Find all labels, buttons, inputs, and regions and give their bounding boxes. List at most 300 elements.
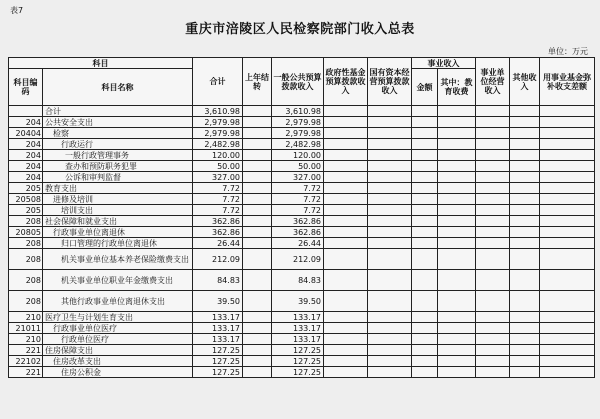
state-capital-header: 国有资本经营预算拨款收入	[368, 58, 412, 106]
empty-cell	[412, 183, 438, 194]
empty-cell	[412, 205, 438, 216]
general-budget-cell: 127.25	[272, 367, 324, 378]
business-fund-header: 用事业基金弥补收支差额	[540, 58, 595, 106]
total-cell: 3,610.98	[193, 106, 243, 117]
general-budget-cell: 50.00	[272, 161, 324, 172]
page-tag: 表7	[10, 6, 24, 15]
table-body	[9, 106, 595, 378]
empty-cell	[368, 128, 412, 139]
empty-cell	[324, 106, 368, 117]
carryover-cell	[243, 238, 272, 249]
general-budget-cell: 7.72	[272, 205, 324, 216]
table-row	[9, 227, 595, 238]
business-income-header: 事业收入	[412, 58, 476, 69]
name-cell: 社会保障和就业支出	[43, 216, 193, 227]
table-row	[9, 345, 595, 356]
code-cell: 205	[9, 183, 43, 194]
empty-cell	[438, 249, 476, 270]
general-budget-cell: 127.25	[272, 356, 324, 367]
code-cell: 208	[9, 216, 43, 227]
carryover-cell	[243, 312, 272, 323]
empty-cell	[540, 161, 595, 172]
general-budget-cell: 7.72	[272, 183, 324, 194]
name-cell: 行政单位医疗	[43, 334, 193, 345]
empty-cell	[412, 291, 438, 312]
general-budget-cell: 362.86	[272, 216, 324, 227]
empty-cell	[540, 334, 595, 345]
amount-header: 金额	[412, 69, 438, 106]
carryover-cell	[243, 205, 272, 216]
carryover-cell	[243, 128, 272, 139]
empty-cell	[438, 291, 476, 312]
empty-cell	[510, 323, 540, 334]
empty-cell	[368, 216, 412, 227]
empty-cell	[510, 117, 540, 128]
empty-cell	[540, 128, 595, 139]
general-budget-cell: 2,482.98	[272, 139, 324, 150]
empty-cell	[510, 312, 540, 323]
table-row	[9, 238, 595, 249]
name-cell: 行政运行	[43, 139, 193, 150]
empty-cell	[476, 139, 510, 150]
name-cell: 进修及培训	[43, 194, 193, 205]
empty-cell	[510, 227, 540, 238]
name-cell: 一般行政管理事务	[43, 150, 193, 161]
name-cell: 行政事业单位医疗	[43, 323, 193, 334]
empty-cell	[412, 161, 438, 172]
empty-cell	[324, 367, 368, 378]
carryover-cell	[243, 345, 272, 356]
table-row	[9, 312, 595, 323]
general-budget-cell: 84.83	[272, 270, 324, 291]
carryover-cell	[243, 291, 272, 312]
empty-cell	[324, 227, 368, 238]
total-cell: 7.72	[193, 205, 243, 216]
empty-cell	[438, 356, 476, 367]
code-cell: 20805	[9, 227, 43, 238]
general-budget-cell: 120.00	[272, 150, 324, 161]
empty-cell	[368, 117, 412, 128]
general-budget-cell: 2,979.98	[272, 117, 324, 128]
empty-cell	[476, 172, 510, 183]
table-row	[9, 128, 595, 139]
empty-cell	[510, 106, 540, 117]
empty-cell	[510, 270, 540, 291]
empty-cell	[412, 356, 438, 367]
name-cell: 检察	[43, 128, 193, 139]
empty-cell	[476, 238, 510, 249]
name-cell: 住房保障支出	[43, 345, 193, 356]
total-cell: 133.17	[193, 334, 243, 345]
code-cell	[9, 106, 43, 117]
empty-cell	[438, 106, 476, 117]
table-row	[9, 216, 595, 227]
table-row	[9, 150, 595, 161]
table-row	[9, 205, 595, 216]
code-header: 科目编码	[9, 69, 43, 106]
total-cell: 7.72	[193, 183, 243, 194]
empty-cell	[412, 249, 438, 270]
empty-cell	[412, 270, 438, 291]
carryover-cell	[243, 150, 272, 161]
other-income-header: 其他收入	[510, 58, 540, 106]
empty-cell	[438, 150, 476, 161]
empty-cell	[412, 367, 438, 378]
empty-cell	[438, 227, 476, 238]
table-row	[9, 172, 595, 183]
code-cell: 208	[9, 291, 43, 312]
empty-cell	[540, 183, 595, 194]
empty-cell	[324, 194, 368, 205]
empty-cell	[510, 356, 540, 367]
code-cell: 20404	[9, 128, 43, 139]
empty-cell	[438, 139, 476, 150]
carryover-cell	[243, 334, 272, 345]
empty-cell	[476, 323, 510, 334]
empty-cell	[412, 323, 438, 334]
empty-cell	[510, 183, 540, 194]
empty-cell	[540, 172, 595, 183]
empty-cell	[510, 367, 540, 378]
empty-cell	[510, 161, 540, 172]
empty-cell	[412, 216, 438, 227]
carryover-cell	[243, 367, 272, 378]
code-cell: 22102	[9, 356, 43, 367]
empty-cell	[324, 356, 368, 367]
total-cell: 84.83	[193, 270, 243, 291]
empty-cell	[324, 205, 368, 216]
carryover-cell	[243, 216, 272, 227]
general-budget-cell: 133.17	[272, 312, 324, 323]
total-cell: 2,482.98	[193, 139, 243, 150]
empty-cell	[412, 106, 438, 117]
empty-cell	[412, 227, 438, 238]
empty-cell	[510, 216, 540, 227]
empty-cell	[540, 194, 595, 205]
empty-cell	[540, 106, 595, 117]
empty-cell	[510, 205, 540, 216]
empty-cell	[368, 106, 412, 117]
empty-cell	[324, 216, 368, 227]
empty-cell	[412, 128, 438, 139]
empty-cell	[540, 150, 595, 161]
total-cell: 127.25	[193, 356, 243, 367]
carryover-cell	[243, 106, 272, 117]
empty-cell	[476, 312, 510, 323]
empty-cell	[368, 172, 412, 183]
empty-cell	[510, 128, 540, 139]
empty-cell	[438, 270, 476, 291]
general-budget-cell: 133.17	[272, 334, 324, 345]
empty-cell	[412, 194, 438, 205]
empty-cell	[540, 291, 595, 312]
empty-cell	[510, 238, 540, 249]
empty-cell	[476, 356, 510, 367]
total-cell: 212.09	[193, 249, 243, 270]
empty-cell	[368, 194, 412, 205]
empty-cell	[438, 205, 476, 216]
empty-cell	[540, 238, 595, 249]
carryover-cell	[243, 227, 272, 238]
table-row	[9, 161, 595, 172]
table-row	[9, 106, 595, 117]
empty-cell	[438, 345, 476, 356]
empty-cell	[368, 238, 412, 249]
page-title: 重庆市涪陵区人民检察院部门收入总表	[185, 22, 415, 37]
empty-cell	[368, 139, 412, 150]
empty-cell	[368, 356, 412, 367]
total-cell: 133.17	[193, 312, 243, 323]
unit-operation-header: 事业单位经营收入	[476, 58, 510, 106]
empty-cell	[476, 345, 510, 356]
total-header: 合计	[193, 58, 243, 106]
empty-cell	[368, 291, 412, 312]
code-cell: 208	[9, 249, 43, 270]
empty-cell	[476, 291, 510, 312]
empty-cell	[476, 117, 510, 128]
empty-cell	[368, 249, 412, 270]
code-cell: 204	[9, 161, 43, 172]
empty-cell	[324, 270, 368, 291]
empty-cell	[476, 183, 510, 194]
name-header: 科目名称	[43, 69, 193, 106]
total-cell: 26.44	[193, 238, 243, 249]
total-cell: 2,979.98	[193, 117, 243, 128]
empty-cell	[438, 161, 476, 172]
general-budget-cell: 7.72	[272, 194, 324, 205]
general-budget-cell: 3,610.98	[272, 106, 324, 117]
empty-cell	[412, 150, 438, 161]
table-row	[9, 249, 595, 270]
name-cell: 行政事业单位离退休	[43, 227, 193, 238]
general-budget-cell: 133.17	[272, 323, 324, 334]
empty-cell	[476, 150, 510, 161]
empty-cell	[540, 139, 595, 150]
empty-cell	[324, 183, 368, 194]
table-row	[9, 334, 595, 345]
empty-cell	[476, 106, 510, 117]
empty-cell	[510, 291, 540, 312]
empty-cell	[412, 117, 438, 128]
name-cell: 查办和预防职务犯罪	[43, 161, 193, 172]
table-row	[9, 367, 595, 378]
empty-cell	[476, 128, 510, 139]
table-row	[9, 194, 595, 205]
carryover-cell	[243, 117, 272, 128]
carryover-cell	[243, 161, 272, 172]
empty-cell	[412, 334, 438, 345]
table-row	[9, 183, 595, 194]
empty-cell	[540, 117, 595, 128]
code-cell: 205	[9, 205, 43, 216]
carryover-cell	[243, 270, 272, 291]
empty-cell	[368, 323, 412, 334]
gov-fund-header: 政府性基金预算拨款收入	[324, 58, 368, 106]
name-cell: 住房公积金	[43, 367, 193, 378]
name-cell: 机关事业单位基本养老保险缴费支出	[43, 249, 193, 270]
empty-cell	[476, 205, 510, 216]
empty-cell	[540, 205, 595, 216]
table-row	[9, 117, 595, 128]
name-cell: 培训支出	[43, 205, 193, 216]
general-budget-cell: 327.00	[272, 172, 324, 183]
total-cell: 362.86	[193, 227, 243, 238]
total-cell: 50.00	[193, 161, 243, 172]
general-budget-cell: 362.86	[272, 227, 324, 238]
table-row	[9, 323, 595, 334]
empty-cell	[324, 150, 368, 161]
name-cell: 公共安全支出	[43, 117, 193, 128]
name-cell: 归口管理的行政单位离退休	[43, 238, 193, 249]
empty-cell	[476, 216, 510, 227]
empty-cell	[324, 334, 368, 345]
empty-cell	[510, 334, 540, 345]
empty-cell	[438, 216, 476, 227]
empty-cell	[438, 183, 476, 194]
name-cell: 医疗卫生与计划生育支出	[43, 312, 193, 323]
empty-cell	[540, 270, 595, 291]
empty-cell	[540, 345, 595, 356]
empty-cell	[324, 249, 368, 270]
empty-cell	[368, 183, 412, 194]
name-cell: 其他行政事业单位离退休支出	[43, 291, 193, 312]
code-cell: 204	[9, 150, 43, 161]
total-cell: 127.25	[193, 367, 243, 378]
empty-cell	[368, 367, 412, 378]
empty-cell	[438, 128, 476, 139]
empty-cell	[510, 249, 540, 270]
empty-cell	[324, 117, 368, 128]
empty-cell	[324, 323, 368, 334]
empty-cell	[540, 356, 595, 367]
empty-cell	[476, 194, 510, 205]
empty-cell	[324, 172, 368, 183]
empty-cell	[324, 139, 368, 150]
empty-cell	[476, 161, 510, 172]
empty-cell	[476, 334, 510, 345]
code-cell: 204	[9, 139, 43, 150]
empty-cell	[510, 194, 540, 205]
empty-cell	[476, 249, 510, 270]
income-table	[8, 57, 595, 378]
carryover-cell	[243, 249, 272, 270]
total-cell: 39.50	[193, 291, 243, 312]
empty-cell	[368, 161, 412, 172]
empty-cell	[324, 161, 368, 172]
name-cell: 机关事业单位职业年金缴费支出	[43, 270, 193, 291]
general-budget-cell: 26.44	[272, 238, 324, 249]
code-cell: 221	[9, 367, 43, 378]
empty-cell	[368, 205, 412, 216]
code-cell: 204	[9, 117, 43, 128]
code-cell: 20508	[9, 194, 43, 205]
empty-cell	[368, 334, 412, 345]
table-row	[9, 291, 595, 312]
table-row	[9, 139, 595, 150]
total-cell: 2,979.98	[193, 128, 243, 139]
empty-cell	[324, 345, 368, 356]
empty-cell	[438, 238, 476, 249]
empty-cell	[438, 323, 476, 334]
empty-cell	[368, 227, 412, 238]
code-cell: 208	[9, 270, 43, 291]
general-budget-cell: 212.09	[272, 249, 324, 270]
carryover-header: 上年结转	[243, 58, 272, 106]
empty-cell	[368, 312, 412, 323]
edu-fee-header: 其中：教育收费	[438, 69, 476, 106]
empty-cell	[324, 312, 368, 323]
empty-cell	[438, 172, 476, 183]
subject-header: 科目	[9, 58, 193, 69]
table-row	[9, 356, 595, 367]
general-budget-cell: 39.50	[272, 291, 324, 312]
empty-cell	[510, 172, 540, 183]
code-cell: 210	[9, 334, 43, 345]
empty-cell	[438, 367, 476, 378]
empty-cell	[324, 291, 368, 312]
empty-cell	[540, 227, 595, 238]
table-row	[9, 270, 595, 291]
empty-cell	[438, 312, 476, 323]
empty-cell	[412, 345, 438, 356]
empty-cell	[540, 249, 595, 270]
empty-cell	[368, 345, 412, 356]
general-budget-header: 一般公共预算拨款收入	[272, 58, 324, 106]
carryover-cell	[243, 139, 272, 150]
code-cell: 204	[9, 172, 43, 183]
empty-cell	[540, 312, 595, 323]
code-cell: 221	[9, 345, 43, 356]
empty-cell	[510, 345, 540, 356]
total-cell: 362.86	[193, 216, 243, 227]
general-budget-cell: 127.25	[272, 345, 324, 356]
carryover-cell	[243, 172, 272, 183]
total-cell: 327.00	[193, 172, 243, 183]
total-cell: 120.00	[193, 150, 243, 161]
code-cell: 208	[9, 238, 43, 249]
carryover-cell	[243, 356, 272, 367]
name-cell: 住房改革支出	[43, 356, 193, 367]
general-budget-cell: 2,979.98	[272, 128, 324, 139]
carryover-cell	[243, 194, 272, 205]
empty-cell	[510, 150, 540, 161]
name-cell: 公诉和审判监督	[43, 172, 193, 183]
empty-cell	[540, 323, 595, 334]
empty-cell	[412, 238, 438, 249]
total-cell: 127.25	[193, 345, 243, 356]
empty-cell	[438, 117, 476, 128]
unit-label: 单位：万元	[548, 47, 588, 56]
empty-cell	[324, 128, 368, 139]
empty-cell	[368, 150, 412, 161]
empty-cell	[412, 312, 438, 323]
empty-cell	[324, 238, 368, 249]
code-cell: 210	[9, 312, 43, 323]
empty-cell	[510, 139, 540, 150]
carryover-cell	[243, 183, 272, 194]
carryover-cell	[243, 323, 272, 334]
empty-cell	[412, 139, 438, 150]
total-cell: 7.72	[193, 194, 243, 205]
empty-cell	[476, 227, 510, 238]
total-cell: 133.17	[193, 323, 243, 334]
empty-cell	[412, 172, 438, 183]
name-cell: 教育支出	[43, 183, 193, 194]
name-cell: 合计	[43, 106, 193, 117]
empty-cell	[476, 367, 510, 378]
empty-cell	[476, 270, 510, 291]
empty-cell	[438, 194, 476, 205]
